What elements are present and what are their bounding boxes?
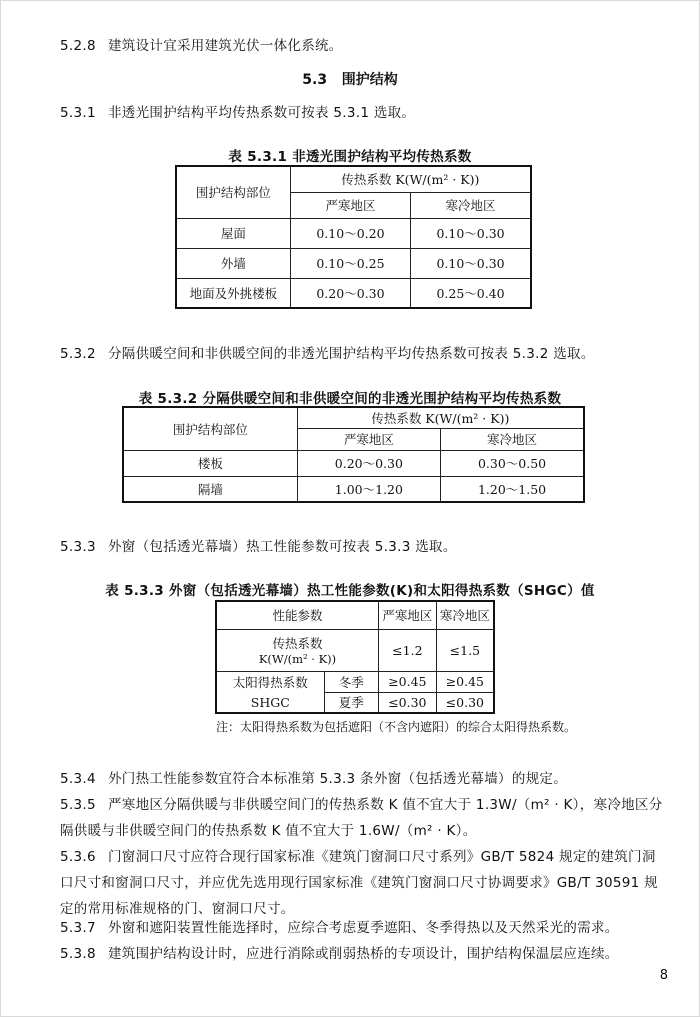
table-5-3-3 [215,600,495,714]
clause-5-3-1: 5.3.1 非透光围护结构平均传热系数可按表 5.3.1 选取。 [60,105,416,121]
clause-5-3-8: 5.3.8 建筑围护结构设计时，应进行消除或削弱热桥的专项设计，围护结构保温层应连续。 [60,946,619,962]
table-5-3-3-caption: 表 5.3.3 外窗（包括透光幕墙）热工性能参数(K)和太阳得热系数（SHGC）值 [105,583,595,599]
t3-header-param: 性能参数 [216,601,378,629]
t2-header-cold: 寒冷地区 [441,428,584,450]
table-row: 楼板 0.20～0.30 0.30～0.50 [123,450,584,476]
table-5-3-1-caption: 表 5.3.1 非透光围护结构平均传热系数 [228,149,472,165]
table-row: 屋面 0.10～0.20 0.10～0.30 [176,218,531,248]
table-row: 传热系数 K(W/(m² · K)) ≤1.2 ≤1.5 [216,629,494,671]
table-5-3-3-note: 注：太阳得热系数为包括遮阳（不含内遮阳）的综合太阳得热系数。 [216,720,577,734]
table-row: 地面及外挑楼板 0.20～0.30 0.25～0.40 [176,278,531,308]
table-5-3-2-caption: 表 5.3.2 分隔供暖空间和非供暖空间的非透光围护结构平均传热系数 [138,391,562,407]
t2-header-k: 传热系数 K(W/(m² · K)) [297,407,584,428]
t2-header-severe: 严寒地区 [297,428,440,450]
clause-5-3-4: 5.3.4 外门热工性能参数宜符合本标准第 5.3.3 条外窗（包括透光幕墙）的规定。 [60,771,568,787]
table-row: 外墙 0.10～0.25 0.10～0.30 [176,248,531,278]
clause-5-3-6: 5.3.6 门窗洞口尺寸应符合现行国家标准《建筑门窗洞口尺寸系列》GB/T 5824 规定的建筑门洞 [60,849,656,865]
table-5-3-2 [122,406,585,503]
clause-5-2-8: 5.2.8 建筑设计宜采用建筑光伏一体化系统。 [60,38,343,54]
clause-5-3-5: 5.3.5 严寒地区分隔供暖与非供暖空间门的传热系数 K 值不宜大于 1.3W/（m² · K），寒冷地区分 [60,797,663,813]
clause-5-3-5-line2: 隔供暖与非供暖空间门的传热系数 K 值不宜大于 1.6W/（m² · K）。 [60,823,477,839]
page-number: 8 [659,968,668,983]
t2-header-part: 围护结构部位 [123,407,297,450]
t1-header-cold: 寒冷地区 [411,192,531,218]
section-heading: 5.3 围护结构 [302,72,398,88]
t1-header-k: 传热系数 K(W/(m² · K)) [290,166,531,192]
table-row: 隔墙 1.00～1.20 1.20～1.50 [123,476,584,502]
t3-header-cold: 寒冷地区 [436,601,494,629]
table-row: 夏季 ≤0.30 ≤0.30 [216,692,494,713]
t3-header-severe: 严寒地区 [378,601,436,629]
table-5-3-1 [175,165,532,309]
t1-header-part: 围护结构部位 [176,166,290,218]
clause-5-3-3: 5.3.3 外窗（包括透光幕墙）热工性能参数可按表 5.3.3 选取。 [60,539,457,555]
clause-5-3-6-line2: 口尺寸和窗洞口尺寸，并应优先选用现行国家标准《建筑门窗洞口尺寸协调要求》GB/T 30591 规 [60,875,658,891]
table-row: 太阳得热系数 SHGC 冬季 ≥0.45 ≥0.45 [216,671,494,692]
t1-header-severe: 严寒地区 [290,192,410,218]
clause-5-3-7: 5.3.7 外窗和遮阳装置性能选择时，应综合考虑夏季遮阳、冬季得热以及天然采光的需求。 [60,920,619,936]
clause-5-3-2: 5.3.2 分隔供暖空间和非供暖空间的非透光围护结构平均传热系数可按表 5.3.2 选取。 [60,346,595,362]
clause-5-3-6-line3: 定的常用标准规格的门、窗洞口尺寸。 [60,901,295,917]
